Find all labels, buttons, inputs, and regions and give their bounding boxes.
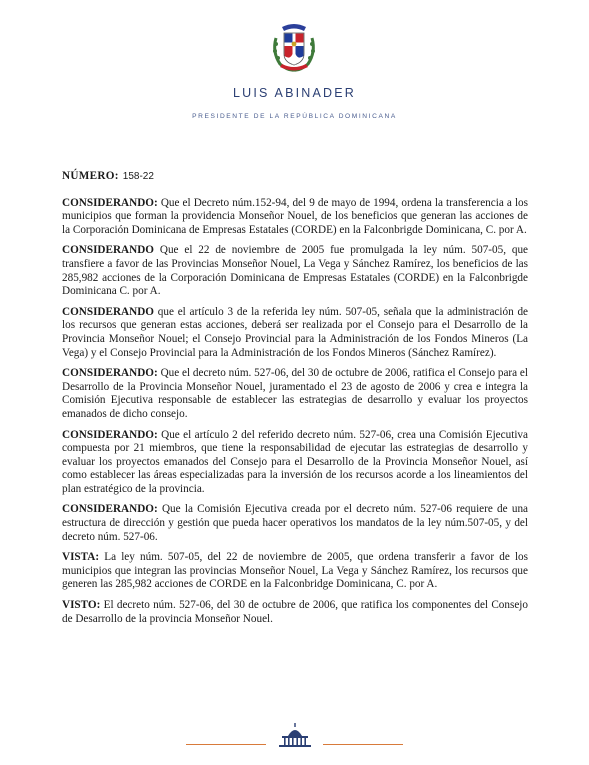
paragraph-label: VISTA: <box>62 551 100 564</box>
paragraph-label: CONSIDERANDO: <box>62 428 158 441</box>
paragraph-label: CONSIDERANDO: <box>62 503 158 516</box>
coat-of-arms-icon <box>268 18 320 74</box>
decree-body <box>62 170 528 633</box>
paragraph-text: Que la Comisión Ejecutiva creada por el decreto núm. 527-06 requiere de una estructura de dirección y gestión que pueda hacer operativos los mandatos de la ley núm.507-05, y del decreto núm. 527-06. <box>62 503 529 543</box>
paragraph-label: CONSIDERANDO <box>62 244 154 257</box>
decree-number-value: 158-22 <box>122 171 154 182</box>
paragraph <box>62 503 528 544</box>
decree-number-label: NÚMERO: <box>62 170 119 182</box>
paragraph-text: Que el Decreto núm.152-94, del 9 de mayo de 1994, ordena la transferencia a los municipios que forman la providencia Monseñor Nouel, de los beneficios que generan las acciones de la Corporación Dominicana de Empresas Estatales (CORDE) en la Falconbrigde Dominicana, C. por A. <box>62 196 529 236</box>
page-footer <box>0 722 589 762</box>
paragraph <box>62 367 528 421</box>
president-title: PRESIDENTE DE LA REPÚBLICA DOMINICANA <box>192 113 397 120</box>
paragraph <box>62 244 528 298</box>
paragraph <box>62 197 528 238</box>
paragraph <box>62 429 528 497</box>
paragraph <box>62 306 528 360</box>
paragraph-text: Que el decreto núm. 527-06, del 30 de octubre de 2006, ratifica el Consejo para el Desarrollo de la Provincia Monseñor Nouel, juramentado el 23 de agosto de 2006 y crea e integra la Comisión Ejecutiva responsable de establecer las estrategias de desarrollo y evaluar los proyectos emanados de dicho consejo. <box>62 367 529 420</box>
paragraph-text: Que el artículo 2 del referido decreto núm. 527-06, crea una Comisión Ejecutiva compuesta por 21 miembros, que tiene la responsabilidad de ejecutar las estrategias de desarrollo y evaluar los proyectos emanados del Consejo para el Desarrollo de la Provincia Monseñor Nouel, así como establecer las áreas especializadas para la inversión de los recursos acorde a los lineamientos del plan estratégico de la provincia. <box>62 428 528 495</box>
footer-rule-left <box>186 744 266 745</box>
paragraph-text: Que el 22 de noviembre de 2005 fue promulgada la ley núm. 507-05, que transfiere a favor de las Provincias Monseñor Nouel, La Vega y Sánchez Ramírez, los beneficios de las 285,982 acciones de la Corporación Dominicana de Empresas Estatales (CORDE) en la Falconbrigde Dominicana C. por A. <box>62 244 529 298</box>
paragraph <box>62 551 528 592</box>
national-palace-icon <box>276 722 314 748</box>
paragraph-text: que el artículo 3 de la referida ley núm. 507-05, señala que la administración de los recursos que generan estas acciones, deberá ser realizada por el Consejo para el Desarrollo de la Provincia Monseñor Nouel; el Consejo Provincial para la Administración de los Fondos Mineros (La Vega) y el Consejo Provincial para la Administración de los Fondos Mineros (Sánchez Ramírez). <box>62 305 529 359</box>
paragraph-label: CONSIDERANDO: <box>62 367 158 380</box>
paragraph-text: El decreto núm. 527-06, del 30 de octubre de 2006, que ratifica los componentes del Consejo de Desarrollo de la provincia Monseñor Nouel. <box>62 599 528 625</box>
footer-rule-right <box>323 744 403 745</box>
decree-number <box>62 170 528 184</box>
paragraph-label: VISTO: <box>62 599 101 612</box>
letterhead <box>0 0 589 135</box>
paragraph-text: La ley núm. 507-05, del 22 de noviembre de 2005, que ordena transferir a favor de los municipios que integran las provincias Monseñor Nouel, La Vega y Sánchez Ramírez, los recursos que generen las 285,982 acciones de CORDE en la Falconbridge Dominicana, C. por A. <box>62 551 529 591</box>
paragraph <box>62 599 528 626</box>
paragraph-label: CONSIDERANDO <box>62 305 154 318</box>
president-name: LUIS ABINADER <box>232 86 357 100</box>
paragraph-label: CONSIDERANDO: <box>62 196 158 209</box>
